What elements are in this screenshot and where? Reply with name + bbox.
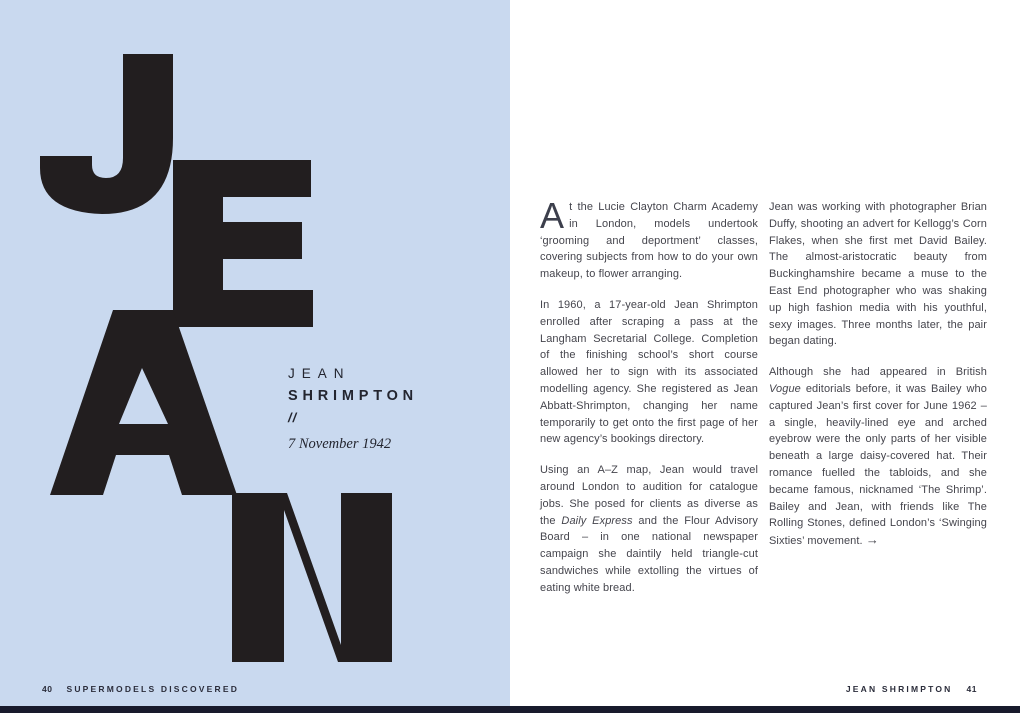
text-column-left [540,195,759,611]
italic-magazine-name: Vogue [769,382,801,395]
page-number-right: 41 [966,684,977,694]
paragraph-5 [769,364,987,550]
book-title: SUPERMODELS DISCOVERED [66,684,240,694]
paragraph-4: Jean was working with photographer Brian Duffy, shooting an advert for Kellogg’s Corn Flakes, when she first met David Bailey. The almost-aristocratic beauty from Buckinghamshire became a muse to the East End photographer who was shaking up high fashion media with his youthful, sexy images. Three months later, the pair began dating. [769,201,987,348]
drop-cap: A [540,195,565,236]
display-letter-a [50,310,237,495]
paragraph-1 [540,195,758,283]
paragraph-3 [540,462,758,596]
double-slash-ornament: // [288,410,298,425]
page-right [510,0,1020,713]
display-letter-n [232,493,392,662]
model-name-block [288,366,418,453]
paragraph-3-text: Using an A–Z map, Jean would travel around London to audition for catalogue jobs. She posed for clients as diverse as the [540,464,758,527]
footer-right [846,684,977,694]
chapter-title: JEAN SHRIMPTON [845,684,953,694]
footer-left [42,684,239,694]
paragraph-2: In 1960, a 17-year-old Jean Shrimpton enrolled after scraping a pass at the Langham Secretarial College. Completion of the finishing school’s short course allowed her to sign with its associated modelling agency. She registered as Jean Abbatt-Shrimpton, changing her name temporarily to get onto the first page of her new agency’s bookings directory. [540,298,758,446]
paragraph-1-text: t the Lucie Clayton Charm Academy in London, models undertook ‘grooming and deportment’ classes, covering subjects from how to do your own makeup, to flower arranging. [540,201,758,281]
page-number-left: 40 [42,684,53,694]
paragraph-5-text: Although she had appeared in British [769,366,987,379]
model-last-name: SHRIMPTON [288,388,418,404]
paragraph-3-text-after: and the Flour Advisory Board – in one national newspaper campaign she daintily held triangle-cut sandwiches while extolling the virtues of eating white bread. [540,514,759,594]
paragraph-5-text-after: editorials before, it was Bailey who captured Jean’s first cover for June 1962 – a single, heavily-lined eye and arched eyebrow were the only parts of her visible beneath a large daisy-covered hat. Their romance fuelled the tabloids, and she became famous, nicknamed ‘The Shrimp’. Bailey and Jean, with friends like The Rolling Stones, defined London’s ‘Swinging Sixties’ movement. [769,382,987,548]
bottom-rule-bar [0,706,1020,713]
model-birthdate: 7 November 1942 [288,436,392,452]
text-column-right [769,199,987,564]
italic-publication-name: Daily Express [561,514,633,527]
continue-arrow-icon: → [865,532,879,548]
model-first-name: JEAN [288,366,351,381]
display-letter-e [173,160,313,327]
display-letter-j [40,54,173,214]
